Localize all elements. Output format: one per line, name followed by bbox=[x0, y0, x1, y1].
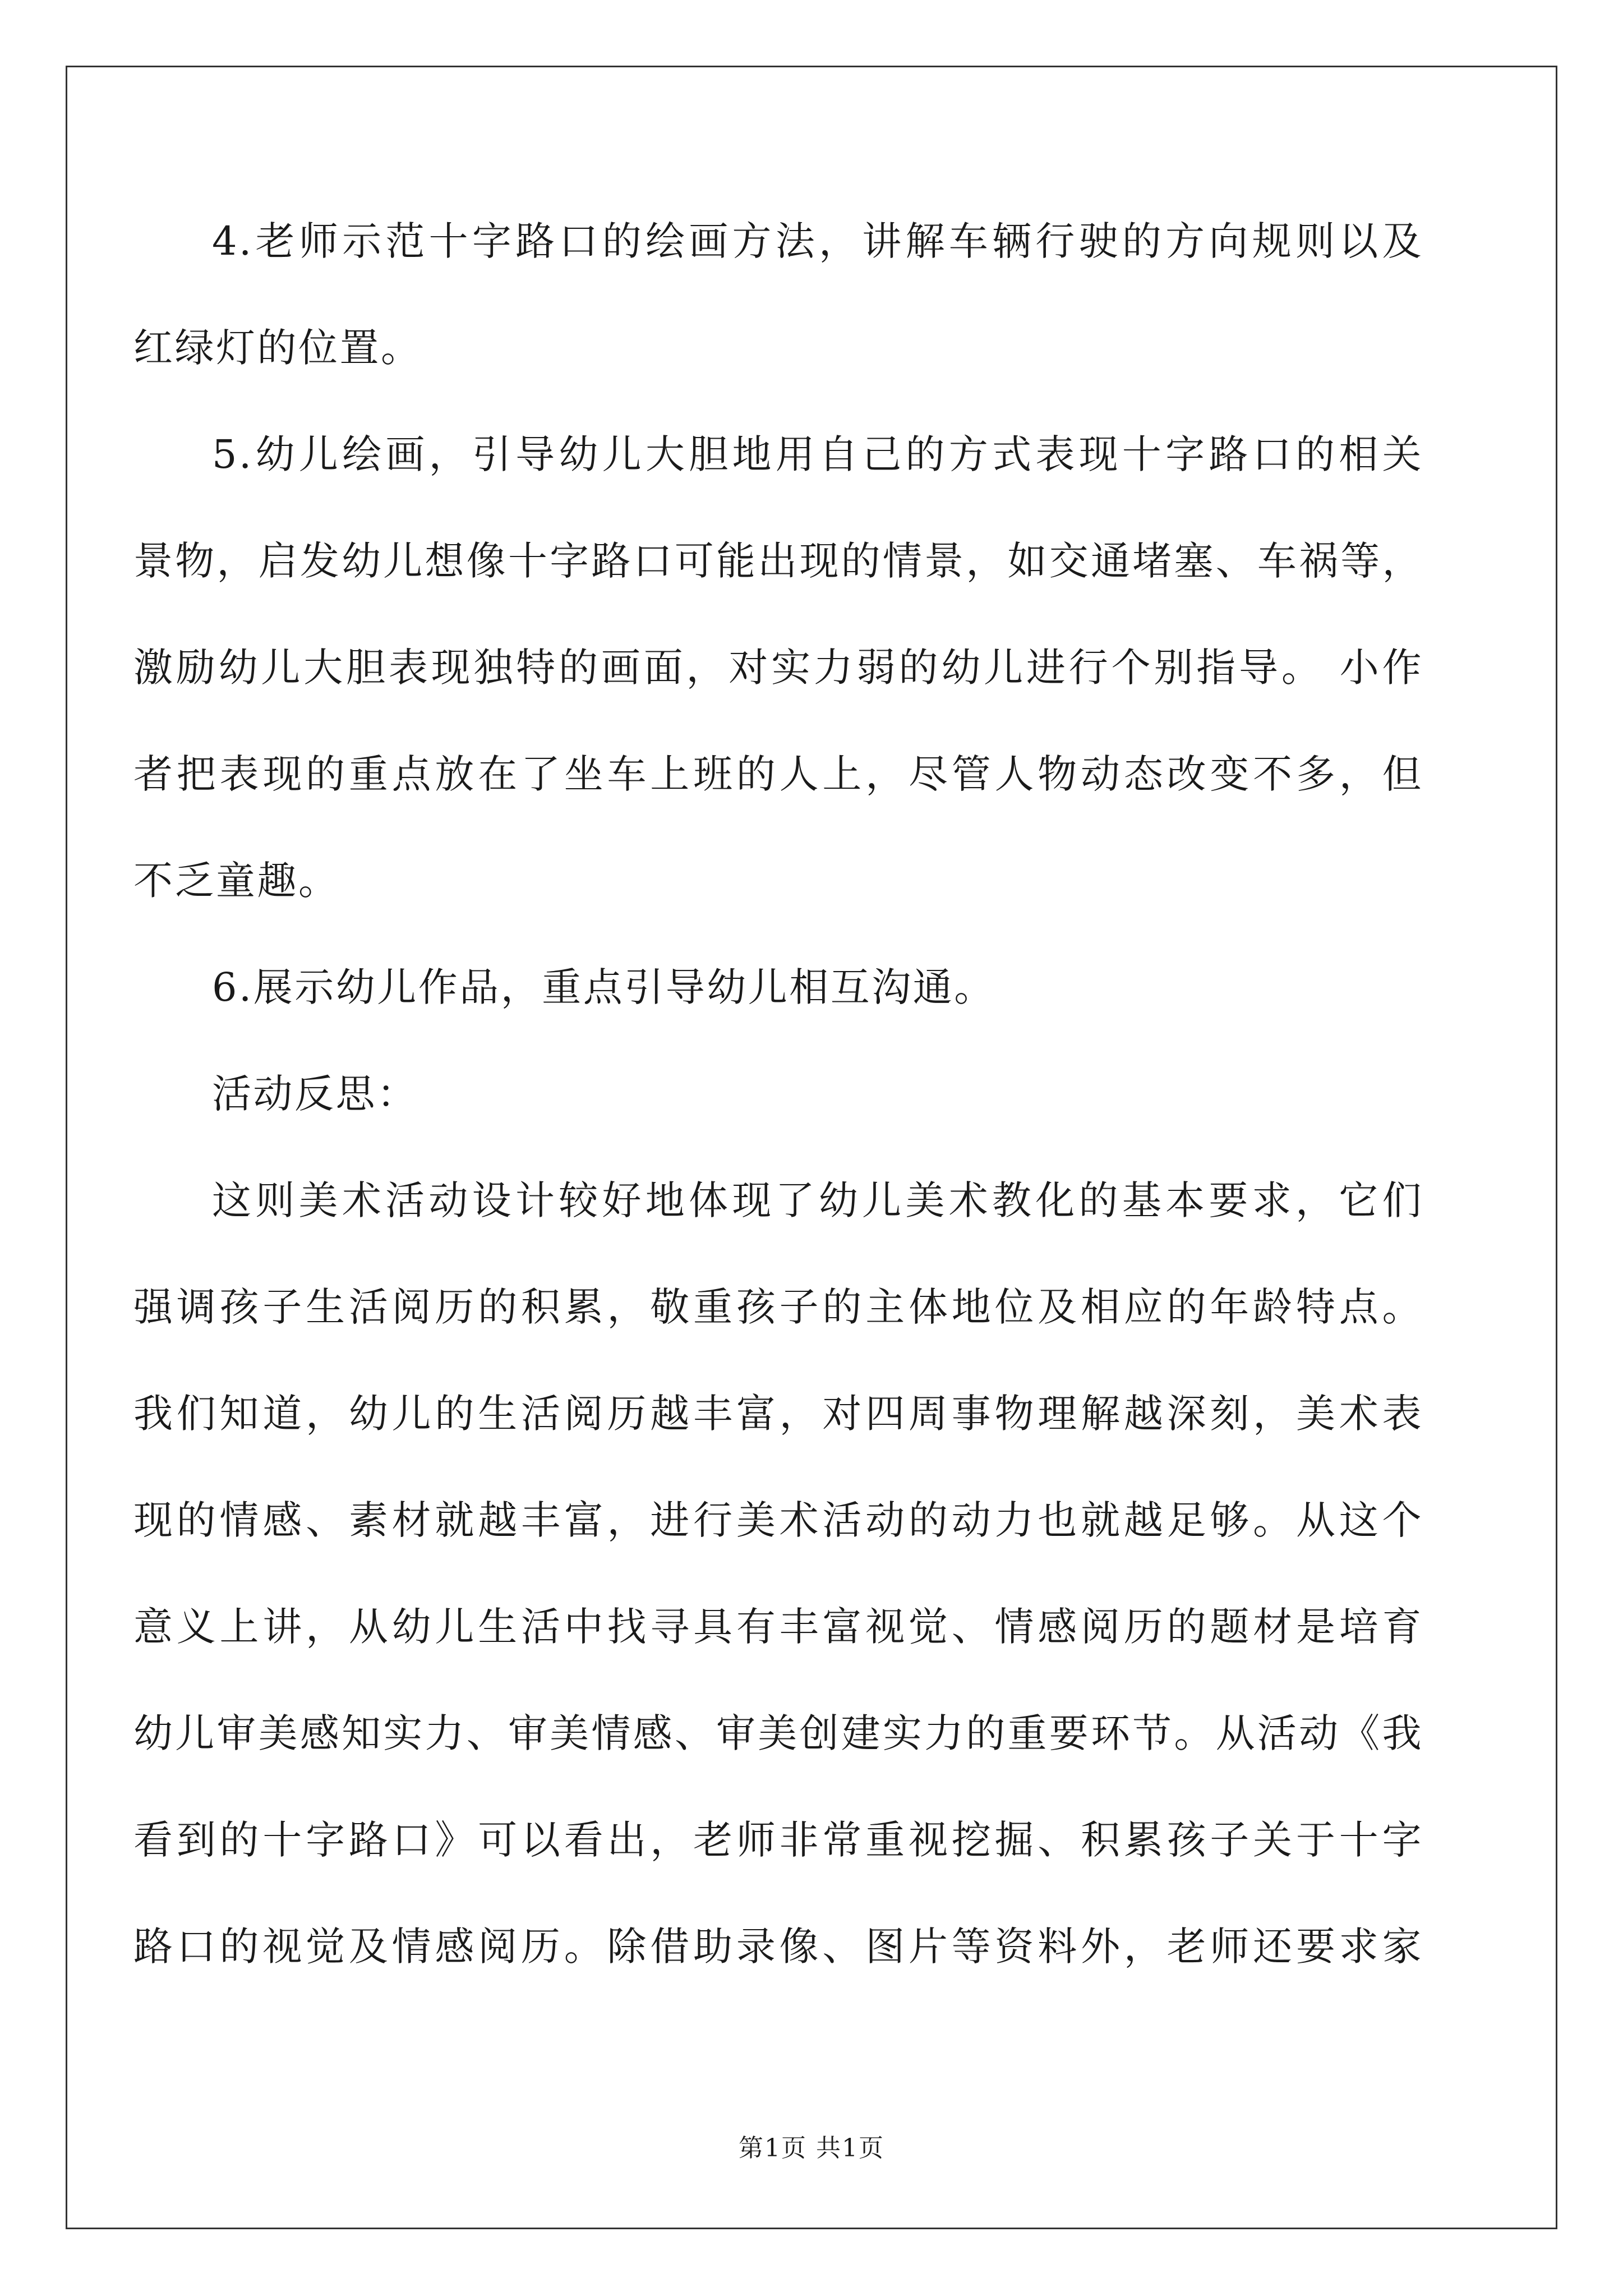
text-line: 幼儿审美感知实力、审美情感、审美创建实力的重要环节。从活动《我 bbox=[133, 1710, 1423, 1756]
page-border bbox=[66, 66, 1557, 2229]
text-line: 路口的视觉及情感阅历。除借助录像、图片等资料外，老师还要求家 bbox=[133, 1924, 1423, 1970]
text-line: 激励幼儿大胆表现独特的画面，对实力弱的幼儿进行个别指导。 小作 bbox=[133, 645, 1423, 691]
text-line: 现的情感、素材就越丰富，进行美术活动的动力也就越足够。从这个 bbox=[133, 1497, 1423, 1543]
text-line: 6.展示幼儿作品，重点引导幼儿相互沟通。 bbox=[212, 964, 995, 1010]
text-line: 红绿灯的位置。 bbox=[133, 325, 422, 371]
text-line: 4.老师示范十字路口的绘画方法，讲解车辆行驶的方向规则以及 bbox=[212, 218, 1423, 264]
text-line: 我们知道，幼儿的生活阅历越丰富，对四周事物理解越深刻，美术表 bbox=[133, 1391, 1423, 1437]
text-line: 强调孩子生活阅历的积累，敬重孩子的主体地位及相应的年龄特点。 bbox=[133, 1284, 1423, 1330]
section-heading: 活动反思： bbox=[212, 1071, 418, 1117]
text-line: 者把表现的重点放在了坐车上班的人上，尽管人物动态改变不多，但 bbox=[133, 751, 1423, 797]
text-line: 不乏童趣。 bbox=[133, 858, 340, 904]
text-line: 这则美术活动设计较好地体现了幼儿美术教化的基本要求，它们 bbox=[212, 1177, 1423, 1223]
text-line: 景物，启发幼儿想像十字路口可能出现的情景，如交通堵塞、车祸等， bbox=[133, 538, 1423, 584]
text-line: 意义上讲，从幼儿生活中找寻具有丰富视觉、情感阅历的题材是培育 bbox=[133, 1604, 1423, 1650]
text-line: 看到的十字路口》可以看出，老师非常重视挖掘、积累孩子关于十字 bbox=[133, 1817, 1423, 1863]
page-number-footer: 第1页 共1页 bbox=[739, 2134, 884, 2162]
text-line: 5.幼儿绘画，引导幼儿大胆地用自己的方式表现十字路口的相关 bbox=[212, 431, 1423, 477]
